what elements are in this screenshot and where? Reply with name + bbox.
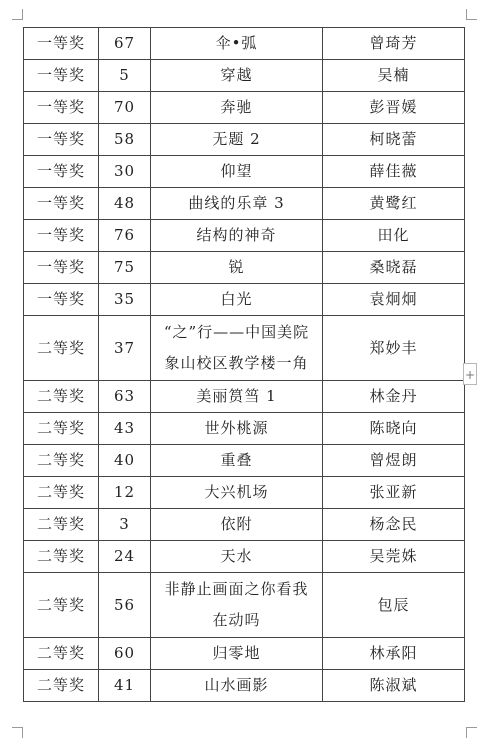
author-cell[interactable]: 彭晋媛 bbox=[323, 92, 465, 124]
award-level-cell[interactable]: 二等奖 bbox=[24, 381, 99, 413]
table-row bbox=[24, 284, 465, 316]
table-row bbox=[24, 541, 465, 573]
work-title-cell[interactable]: 山水画影 bbox=[151, 670, 323, 702]
author-cell[interactable]: 薛佳薇 bbox=[323, 156, 465, 188]
entry-number-cell[interactable]: 24 bbox=[99, 541, 151, 573]
author-cell[interactable]: 吴莞姝 bbox=[323, 541, 465, 573]
page-corner-mark-top-left bbox=[12, 9, 23, 20]
entry-number-cell[interactable]: 70 bbox=[99, 92, 151, 124]
work-title-cell[interactable]: 奔驰 bbox=[151, 92, 323, 124]
author-cell[interactable]: 曾琦芳 bbox=[323, 28, 465, 60]
table-row bbox=[24, 638, 465, 670]
work-title-cell[interactable]: 世外桃源 bbox=[151, 413, 323, 445]
author-cell[interactable]: 包辰 bbox=[323, 573, 465, 638]
award-level-cell[interactable]: 二等奖 bbox=[24, 413, 99, 445]
entry-number-cell[interactable]: 76 bbox=[99, 220, 151, 252]
table-row bbox=[24, 60, 465, 92]
work-title-cell[interactable]: 结构的神奇 bbox=[151, 220, 323, 252]
table-row bbox=[24, 92, 465, 124]
work-title-line: 象山校区教学楼一角 bbox=[164, 354, 309, 372]
work-title-cell[interactable]: 仰望 bbox=[151, 156, 323, 188]
page-corner-mark-top-right bbox=[466, 9, 477, 20]
entry-number-cell[interactable]: 75 bbox=[99, 252, 151, 284]
table-row bbox=[24, 445, 465, 477]
award-level-cell[interactable]: 二等奖 bbox=[24, 316, 99, 381]
entry-number-cell[interactable]: 37 bbox=[99, 316, 151, 381]
author-cell[interactable]: 陈淑斌 bbox=[323, 670, 465, 702]
entry-number-cell[interactable]: 60 bbox=[99, 638, 151, 670]
author-cell[interactable]: 林金丹 bbox=[323, 381, 465, 413]
work-title-cell[interactable]: 重叠 bbox=[151, 445, 323, 477]
table-row bbox=[24, 188, 465, 220]
work-title-cell[interactable]: 无题 2 bbox=[151, 124, 323, 156]
entry-number-cell[interactable]: 12 bbox=[99, 477, 151, 509]
entry-number-cell[interactable]: 67 bbox=[99, 28, 151, 60]
author-cell[interactable]: 陈晓向 bbox=[323, 413, 465, 445]
award-level-cell[interactable]: 一等奖 bbox=[24, 220, 99, 252]
award-level-cell[interactable]: 二等奖 bbox=[24, 445, 99, 477]
author-cell[interactable]: 郑妙丰 bbox=[323, 316, 465, 381]
award-level-cell[interactable]: 一等奖 bbox=[24, 252, 99, 284]
entry-number-cell[interactable]: 41 bbox=[99, 670, 151, 702]
table-row bbox=[24, 28, 465, 60]
add-row-button[interactable]: + bbox=[463, 363, 477, 385]
author-cell[interactable]: 黄鹭红 bbox=[323, 188, 465, 220]
entry-number-cell[interactable]: 30 bbox=[99, 156, 151, 188]
table-row bbox=[24, 670, 465, 702]
work-title-line: 在动吗 bbox=[212, 611, 261, 629]
page-corner-mark-bottom-right bbox=[466, 727, 477, 738]
work-title-cell[interactable] bbox=[151, 316, 323, 381]
award-level-cell[interactable]: 一等奖 bbox=[24, 188, 99, 220]
author-cell[interactable]: 林承阳 bbox=[323, 638, 465, 670]
award-level-cell[interactable]: 二等奖 bbox=[24, 670, 99, 702]
author-cell[interactable]: 袁炯炯 bbox=[323, 284, 465, 316]
award-level-cell[interactable]: 二等奖 bbox=[24, 541, 99, 573]
entry-number-cell[interactable]: 5 bbox=[99, 60, 151, 92]
author-cell[interactable]: 田化 bbox=[323, 220, 465, 252]
work-title-cell[interactable]: 曲线的乐章 3 bbox=[151, 188, 323, 220]
table-row bbox=[24, 477, 465, 509]
table-row bbox=[24, 252, 465, 284]
table-row bbox=[24, 124, 465, 156]
page-corner-mark-bottom-left bbox=[12, 727, 23, 738]
work-title-cell[interactable]: 归零地 bbox=[151, 638, 323, 670]
entry-number-cell[interactable]: 58 bbox=[99, 124, 151, 156]
entry-number-cell[interactable]: 3 bbox=[99, 509, 151, 541]
author-cell[interactable]: 桑晓磊 bbox=[323, 252, 465, 284]
award-level-cell[interactable]: 二等奖 bbox=[24, 638, 99, 670]
work-title-line: “之”行——中国美院 bbox=[163, 323, 310, 341]
awards-table bbox=[23, 27, 465, 702]
entry-number-cell[interactable]: 43 bbox=[99, 413, 151, 445]
award-level-cell[interactable]: 一等奖 bbox=[24, 124, 99, 156]
work-title-cell[interactable]: 天水 bbox=[151, 541, 323, 573]
award-level-cell[interactable]: 一等奖 bbox=[24, 92, 99, 124]
author-cell[interactable]: 张亚新 bbox=[323, 477, 465, 509]
table-row bbox=[24, 156, 465, 188]
author-cell[interactable]: 柯晓蕾 bbox=[323, 124, 465, 156]
award-level-cell[interactable]: 二等奖 bbox=[24, 477, 99, 509]
work-title-line: 非静止画面之你看我 bbox=[164, 580, 309, 598]
entry-number-cell[interactable]: 40 bbox=[99, 445, 151, 477]
entry-number-cell[interactable]: 63 bbox=[99, 381, 151, 413]
entry-number-cell[interactable]: 35 bbox=[99, 284, 151, 316]
work-title-cell[interactable]: 伞•弧 bbox=[151, 28, 323, 60]
table-row bbox=[24, 413, 465, 445]
work-title-cell[interactable]: 白光 bbox=[151, 284, 323, 316]
work-title-cell[interactable]: 美丽筼筜 1 bbox=[151, 381, 323, 413]
work-title-cell[interactable] bbox=[151, 573, 323, 638]
award-level-cell[interactable]: 一等奖 bbox=[24, 60, 99, 92]
award-level-cell[interactable]: 一等奖 bbox=[24, 28, 99, 60]
table-row bbox=[24, 220, 465, 252]
table-row bbox=[24, 509, 465, 541]
work-title-cell[interactable]: 穿越 bbox=[151, 60, 323, 92]
award-level-cell[interactable]: 一等奖 bbox=[24, 156, 99, 188]
award-level-cell[interactable]: 一等奖 bbox=[24, 284, 99, 316]
award-level-cell[interactable]: 二等奖 bbox=[24, 509, 99, 541]
author-cell[interactable]: 曾煜朗 bbox=[323, 445, 465, 477]
table-row bbox=[24, 316, 465, 381]
author-cell[interactable]: 杨念民 bbox=[323, 509, 465, 541]
entry-number-cell[interactable]: 48 bbox=[99, 188, 151, 220]
work-title-cell[interactable]: 依附 bbox=[151, 509, 323, 541]
entry-number-cell[interactable]: 56 bbox=[99, 573, 151, 638]
table-row bbox=[24, 573, 465, 638]
award-level-cell[interactable]: 二等奖 bbox=[24, 573, 99, 638]
work-title-cell[interactable]: 锐 bbox=[151, 252, 323, 284]
author-cell[interactable]: 吴楠 bbox=[323, 60, 465, 92]
table-row bbox=[24, 381, 465, 413]
work-title-cell[interactable]: 大兴机场 bbox=[151, 477, 323, 509]
